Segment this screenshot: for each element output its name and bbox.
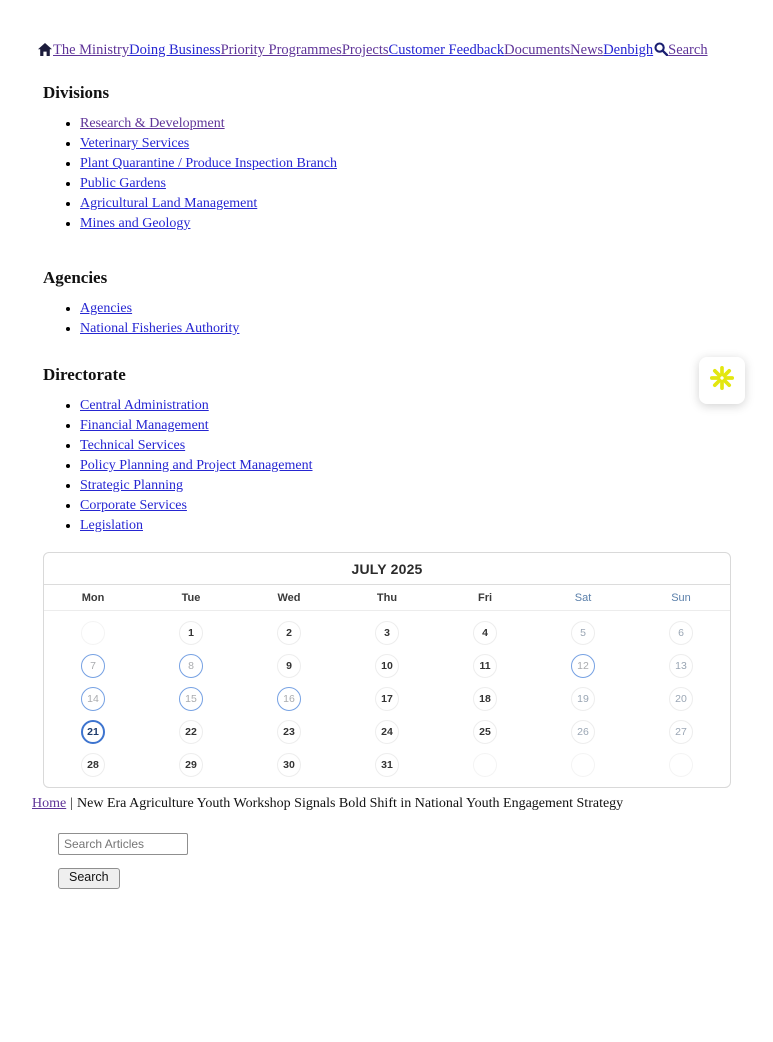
- calendar-day-header: Mon: [81, 591, 105, 604]
- calendar-cell: [632, 683, 730, 716]
- calendar-day: 28: [81, 753, 105, 777]
- calendar-empty-day: [669, 753, 693, 777]
- calendar-cell: [240, 683, 338, 716]
- calendar-cell: [44, 650, 142, 683]
- calendar-cell: [142, 683, 240, 716]
- division-link-veterinary-services[interactable]: Veterinary Services: [80, 136, 190, 152]
- list-item: [80, 418, 773, 435]
- directorate-heading: Directorate: [43, 364, 126, 384]
- calendar-cell: [534, 617, 632, 650]
- calendar-event-day[interactable]: 7: [81, 654, 105, 678]
- calendar-cell: [240, 650, 338, 683]
- calendar-event-day[interactable]: 14: [81, 687, 105, 711]
- search-submit-button[interactable]: Search: [58, 868, 120, 889]
- calendar-day: 19: [571, 687, 595, 711]
- calendar-cell: [142, 749, 240, 782]
- agencies-section: [0, 268, 773, 338]
- calendar-day: 29: [179, 753, 203, 777]
- division-link-research-development[interactable]: Research & Development: [80, 116, 225, 132]
- calendar-cell: [142, 650, 240, 683]
- calendar-empty-day: [571, 753, 595, 777]
- directorate-link-central-administration[interactable]: Central Administration: [80, 397, 209, 413]
- calendar-day: 27: [669, 720, 693, 744]
- calendar-event-day[interactable]: 8: [179, 654, 203, 678]
- list-item: [80, 518, 773, 535]
- agency-link-national-fisheries[interactable]: National Fisheries Authority: [80, 321, 240, 337]
- calendar-cell: [534, 749, 632, 782]
- nav-link-search[interactable]: Search: [668, 42, 708, 58]
- calendar-day: 26: [571, 720, 595, 744]
- list-item: [80, 438, 773, 455]
- calendar-cell: [632, 716, 730, 749]
- calendar-event-day[interactable]: 12: [571, 654, 595, 678]
- divisions-section: [0, 83, 773, 233]
- calendar-cell: [44, 749, 142, 782]
- calendar-day-headers: [44, 585, 730, 611]
- calendar-cell: [142, 716, 240, 749]
- main-nav: [38, 42, 773, 59]
- calendar-day-header: Fri: [477, 591, 493, 604]
- calendar-week-row: [44, 650, 730, 683]
- calendar-day-header: Tue: [181, 591, 201, 604]
- breadcrumb-separator: |: [70, 795, 74, 811]
- breadcrumb: [32, 796, 773, 812]
- calendar-month-title: JULY 2025: [44, 553, 730, 585]
- calendar-day: 23: [277, 720, 301, 744]
- calendar-day-header: Wed: [277, 591, 301, 604]
- list-item: [80, 136, 773, 153]
- calendar-cell: [240, 617, 338, 650]
- article-search-form: [58, 833, 773, 889]
- nav-link-priority-programmes[interactable]: Priority Programmes: [220, 42, 342, 58]
- calendar-cell: [436, 683, 534, 716]
- search-icon[interactable]: [653, 42, 668, 58]
- calendar-day: 31: [375, 753, 399, 777]
- calendar-cell: [632, 650, 730, 683]
- nav-link-news[interactable]: News: [570, 42, 604, 58]
- calendar-day-header: Sun: [671, 591, 691, 604]
- nav-link-denbigh[interactable]: Denbigh: [603, 42, 654, 58]
- calendar-day: 30: [277, 753, 301, 777]
- calendar-day: 6: [669, 621, 693, 645]
- calendar-day: 24: [375, 720, 399, 744]
- calendar-cell: [534, 716, 632, 749]
- division-link-mines-geology[interactable]: Mines and Geology: [80, 216, 191, 232]
- home-icon[interactable]: [38, 42, 53, 58]
- calendar-grid: [44, 611, 730, 787]
- directorate-link-corporate-services[interactable]: Corporate Services: [80, 497, 187, 513]
- calendar-cell: [338, 749, 436, 782]
- calendar-week-row: [44, 749, 730, 782]
- nav-link-documents[interactable]: Documents: [504, 42, 571, 58]
- calendar-cell: [44, 683, 142, 716]
- division-link-plant-quarantine[interactable]: Plant Quarantine / Produce Inspection Branch: [80, 156, 337, 172]
- directorate-link-financial-management[interactable]: Financial Management: [80, 417, 209, 433]
- calendar-cell: [632, 617, 730, 650]
- list-item: [80, 176, 773, 193]
- division-link-agricultural-land[interactable]: Agricultural Land Management: [80, 196, 258, 212]
- agencies-heading: Agencies: [43, 268, 108, 288]
- list-item: [80, 116, 773, 133]
- search-articles-input[interactable]: [58, 833, 188, 855]
- calendar-week-row: [44, 683, 730, 716]
- calendar-cell: [436, 749, 534, 782]
- breadcrumb-home-link[interactable]: Home: [32, 795, 67, 811]
- calendar-cell: [44, 716, 142, 749]
- calendar-day: 2: [277, 621, 301, 645]
- agency-link-agencies[interactable]: Agencies: [80, 301, 133, 317]
- calendar-empty-day: [81, 621, 105, 645]
- calendar-day: 17: [375, 687, 399, 711]
- nav-link-the-ministry[interactable]: The Ministry: [53, 42, 130, 58]
- accessibility-asterisk-icon: [709, 365, 735, 396]
- directorate-link-policy-planning[interactable]: Policy Planning and Project Management: [80, 457, 313, 473]
- nav-link-customer-feedback[interactable]: Customer Feedback: [388, 42, 505, 58]
- list-item: [80, 498, 773, 515]
- calendar-day: 18: [473, 687, 497, 711]
- directorate-link-legislation[interactable]: Legislation: [80, 517, 143, 533]
- directorate-list: [43, 398, 773, 535]
- list-item: [80, 301, 773, 318]
- calendar-day: 3: [375, 621, 399, 645]
- list-item: [80, 196, 773, 213]
- calendar-day: 25: [473, 720, 497, 744]
- calendar-cell: [338, 716, 436, 749]
- directorate-link-technical-services[interactable]: Technical Services: [80, 437, 186, 453]
- accessibility-widget-button[interactable]: [699, 357, 745, 404]
- list-item: [80, 458, 773, 475]
- calendar-event-day[interactable]: 15: [179, 687, 203, 711]
- calendar-cell: [436, 716, 534, 749]
- calendar-cell: [534, 683, 632, 716]
- list-item: [80, 321, 773, 338]
- calendar-cell: [534, 650, 632, 683]
- divisions-list: [43, 116, 773, 233]
- agencies-list: [43, 301, 773, 338]
- calendar-cell: [436, 650, 534, 683]
- nav-link-doing-business[interactable]: Doing Business: [129, 42, 221, 58]
- calendar-day: 9: [277, 654, 301, 678]
- calendar-today[interactable]: 21: [81, 720, 105, 744]
- calendar-day-header: Sat: [574, 591, 592, 604]
- calendar-cell: [240, 749, 338, 782]
- list-item: [80, 478, 773, 495]
- calendar-day: 22: [179, 720, 203, 744]
- divisions-heading: Divisions: [43, 83, 110, 103]
- calendar-cell: [44, 617, 142, 650]
- calendar-day-header: Thu: [376, 591, 398, 604]
- calendar-cell: [436, 617, 534, 650]
- division-link-public-gardens[interactable]: Public Gardens: [80, 176, 166, 192]
- calendar-cell: [338, 683, 436, 716]
- calendar-cell: [338, 650, 436, 683]
- calendar-cell: [240, 716, 338, 749]
- calendar-day: 20: [669, 687, 693, 711]
- list-item: [80, 216, 773, 233]
- directorate-section: [0, 365, 773, 535]
- directorate-link-strategic-planning[interactable]: Strategic Planning: [80, 477, 184, 493]
- calendar-day: 1: [179, 621, 203, 645]
- calendar-cell: [632, 749, 730, 782]
- list-item: [80, 398, 773, 415]
- calendar-week-row: [44, 617, 730, 650]
- calendar-event-day[interactable]: 16: [277, 687, 301, 711]
- calendar-week-row: [44, 716, 730, 749]
- calendar-day: 5: [571, 621, 595, 645]
- calendar-cell: [142, 617, 240, 650]
- list-item: [80, 156, 773, 173]
- calendar-cell: [338, 617, 436, 650]
- calendar-day: 10: [375, 654, 399, 678]
- nav-link-projects[interactable]: Projects: [341, 42, 389, 58]
- calendar-day: 13: [669, 654, 693, 678]
- calendar-day: 4: [473, 621, 497, 645]
- breadcrumb-article-title: New Era Agriculture Youth Workshop Signals Bold Shift in National Youth Engagement Strategy: [77, 795, 624, 811]
- events-calendar: [43, 552, 731, 788]
- calendar-day: 11: [473, 654, 497, 678]
- calendar-empty-day: [473, 753, 497, 777]
